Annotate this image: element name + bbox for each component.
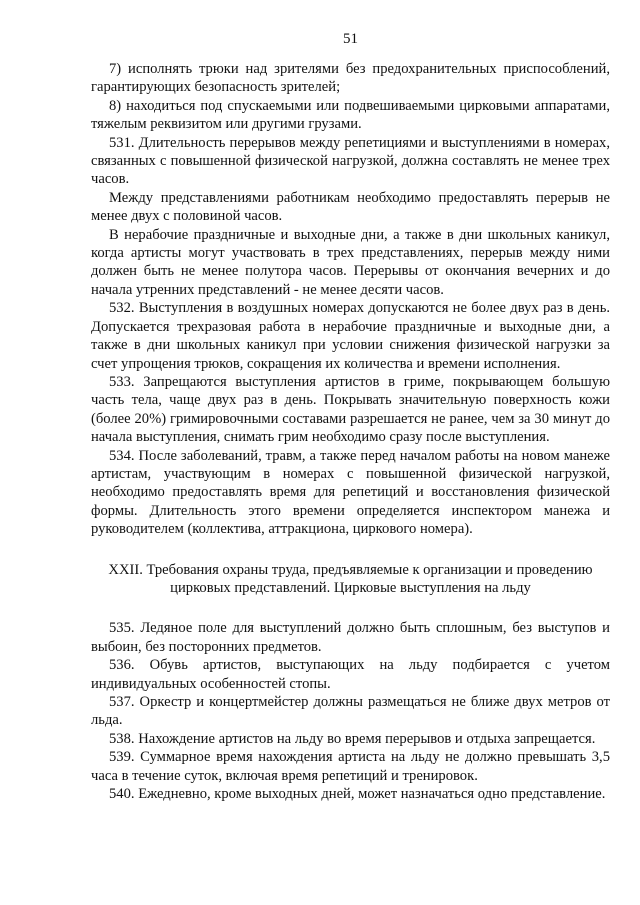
paragraph-item-7: 7) исполнять трюки над зрителями без предохранительных приспособлений, гарантирующих безопасность зрителей; [91, 61, 610, 96]
paragraph-538: 538. Нахождение артистов на льду во время перерывов и отдыха запрещается. [109, 730, 596, 747]
paragraph-533: 533. Запрещаются выступления артистов в гриме, покрывающем большую часть тела, чаще двух раз в день. Покрывать значительную поверхность кожи (более 20%) гримировочными составами разрешается не ранее, чем за 30 минут до начала выступления, снимать грим необходимо сразу после выступления. [91, 373, 610, 446]
paragraph-537: 537. Оркестр и концертмейстер должны размещаться не ближе двух метров от льда. [91, 694, 610, 729]
paragraph-531: 531. Длительность перерывов между репетициями и выступлениями в номерах, связанных с повышенной физической нагрузкой, должна составлять не менее трех часов. [91, 134, 610, 188]
section-heading [91, 561, 610, 598]
paragraph-break-between-shows: Между представлениями работникам необходимо предоставлять перерыв не менее двух с половиной часов. [91, 189, 610, 225]
paragraph-532: 532. Выступления в воздушных номерах допускаются не более двух раз в день. Допускается трехразовая работа в нерабочие праздничные и выходные дни, а также в дни школьных каникул при условии снижения физической нагрузки за счет упрощения трюков, сокращения их количества и времени исполнения. [91, 300, 610, 372]
paragraph-holiday-breaks: В нерабочие праздничные и выходные дни, а также в дни школьных каникул, когда артисты могут участвовать в трех представлениях, перерыв между ними должен быть не менее полутора часов. Перерывы от окончания вечерних и до начала утренних представлений - не менее десяти часов. [91, 226, 610, 298]
paragraph-item-8: 8) находиться под спускаемыми или подвешиваемыми цирковыми аппаратами, тяжелым реквизитом или другими грузами. [91, 97, 610, 133]
document-body [91, 60, 610, 803]
paragraph-534: 534. После заболеваний, травм, а также перед началом работы на новом манеже артистам, участвующим в номерах с повышенной физической нагрузкой, необходимо предоставлять время для репетиций и восстановления физической формы. Длительность этого времени определяется инспектором манежа и руководителем (коллектива, аттракциона, циркового номера). [91, 447, 610, 538]
page-number: 51 [343, 31, 358, 47]
paragraph-540: 540. Ежедневно, кроме выходных дней, может назначаться одно представление. [109, 786, 606, 803]
paragraph-539: 539. Суммарное время нахождения артиста на льду не должно превышать 3,5 часа в течение суток, включая время репетиций и тренировок. [91, 749, 610, 784]
paragraph-536: 536. Обувь артистов, выступающих на льду подбирается с учетом индивидуальных особенностей стопы. [91, 657, 610, 692]
section-heading-line-2: цирковых представлений. Цирковые выступления на льду [170, 579, 531, 596]
paragraph-535: 535. Ледяное поле для выступлений должно быть сплошным, без выступов и выбоин, без посторонних предметов. [91, 620, 610, 655]
section-heading-line-1: XXII. Требования охраны труда, предъявляемые к организации и проведению [108, 561, 593, 578]
